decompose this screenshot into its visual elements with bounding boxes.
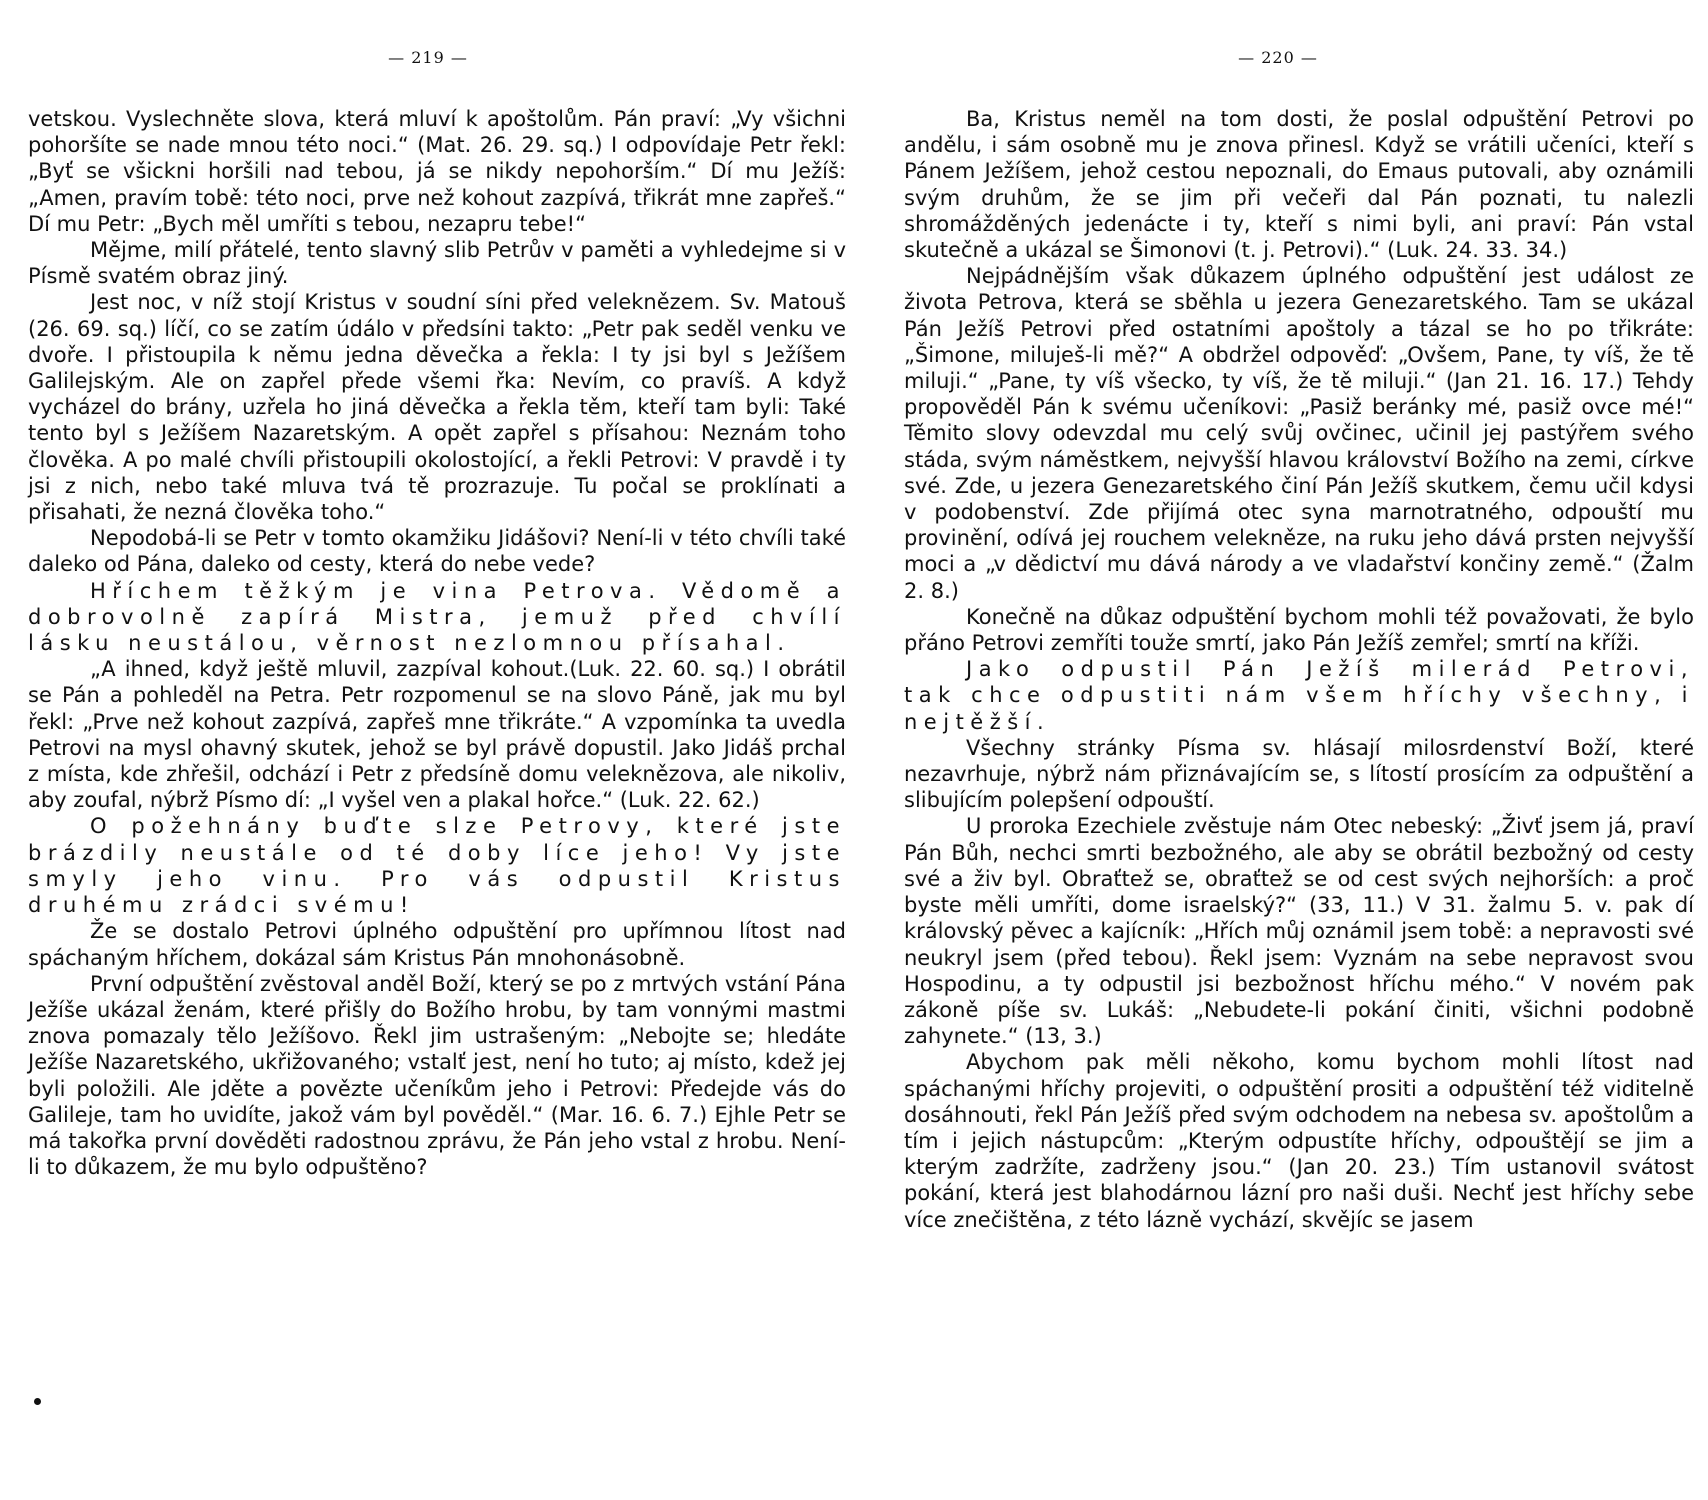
paragraph: Hříchem těžkým je vina Petrova. Vědomě a dobrovolně zapírá Mistra, jemuž před chvílí lásku neustálou, věrnost nezlomnou přísahal. (28, 578, 846, 656)
bullet-mark (34, 1398, 41, 1405)
page-text (904, 106, 1694, 1233)
paragraph: Abychom pak měli někoho, komu bychom mohli lítost nad spáchanými hříchy projeviti, o odpuštění prositi a odpuštění též viditelně dosáhnouti, řekl Pán Ježíš před svým odchodem na nebesa sv. apoštolům a tím i jejich nástupcům: „Kterým odpustíte hříchy, odpouštějí se jim a kterým zadržíte, zadrženy jsou.“ (Jan 20. 23.) Tím ustanovil svátost pokání, která jest blahodárnou lázní pro naši duši. Nechť jest hříchy sebe více znečištěna, z této lázně vychází, skvějíc se jasem (904, 1050, 1694, 1232)
paragraph: Že se dostalo Petrovi úplného odpuštění pro upřímnou lítost nad spáchaným hříchem, dokázal sám Kristus Pán mnohonásobně. (28, 919, 846, 970)
paragraph: Nejpádnějším však důkazem úplného odpuštění jest událost ze života Petrova, která se sběhla u jezera Genezaretského. Tam se ukázal Pán Ježíš Petrovi před ostatními apoštoly a tázal se ho po třikráte: „Šimone, miluješ-li mě?“ A obdržel odpověď: „Ovšem, Pane, ty víš, že tě miluji.“ „Pane, ty víš všecko, ty víš, že tě miluji.“ (Jan 21. 16. 17.) Tehdy propověděl Pán k svému učeníkovi: „Pasiž beránky mé, pasiž ovce mé!“ Těmito slovy odevzdal mu celý svůj ovčinec, učinil jej pastýřem svého stáda, svým náměstkem, nejvyšší hlavou království Božího na zemi, církve své. Zde, u jezera Genezaretského činí Pán Ježíš skutkem, čemu učil kdysi v podobenství. Zde přijímá otec syna marnotratného, odpouští mu provinění, odívá jej rouchem velekněze, na ruku jeho dává prsten nejvyšší moci a „v dědictví mu dává národy a ve vladařství končiny země.“ (Žalm 2. 8.) (904, 264, 1694, 603)
paragraph: „A ihned, když ještě mluvil, zazpíval kohout.(Luk. 22. 60. sq.) I obrátil se Pán a pohleděl na Petra. Petr rozpomenul se na slovo Páně, jak mu byl řekl: „Prve než kohout zazpívá, zapřeš mne třikráte.“ A vzpomínka ta uvedla Petrovi na mysl ohavný skutek, jehož se byl právě dopustil. Jako Jidáš prchal z místa, kde zhřešil, odchází i Petr z předsíně domu veleknězova, ale nikoliv, aby zoufal, nýbrž Písmo dí: „I vyšel ven a plakal hořce.“ (Luk. 22. 62.) (28, 657, 846, 813)
page-number: — 220 — (1238, 48, 1318, 67)
paragraph: Nepodobá-li se Petr v tomto okamžiku Jidášovi? Není-li v této chvíli také daleko od Pána, daleko od cesty, která do nebe vede? (28, 526, 846, 577)
paragraph: Mějme, milí přátelé, tento slavný slib Petrův v paměti a vyhledejme si v Písmě svatém obraz jiný. (28, 238, 846, 289)
paragraph: Ba, Kristus neměl na tom dosti, že poslal odpuštění Petrovi po andělu, i sám osobně mu je znova přinesl. Když se vrátili učeníci, kteří s Pánem Ježíšem, jehož cestou nepoznali, do Emaus putovali, aby oznámili svým druhům, že se jim při večeři dal Pán poznati, tu nalezli shromážděných jedenácte i ty, kteří s nimi byli, ani praví: Pán vstal skutečně a ukázal se Šimonovi (t. j. Petrovi).“ (Luk. 24. 33. 34.) (904, 107, 1694, 263)
paragraph: Jest noc, v níž stojí Kristus v soudní síni před veleknězem. Sv. Matouš (26. 69. sq.) líčí, co se zatím údálo v předsíni takto: „Petr pak seděl venku ve dvoře. I přistoupila k němu jedna děvečka a řekla: I ty jsi byl s Ježíšem Galilejským. Ale on zapřel přede všemi řka: Nevím, co pravíš. A když vycházel do brány, uzřela ho jiná děvečka a řekla těm, kteří tam byli: Také tento byl s Ježíšem Nazaretským. A opět zapřel s přísahou: Neznám toho člověka. A po malé chvíli přistoupili okolostojící, a řekli Petrovi: V pravdě i ty jsi z nich, nebo také mluva tvá tě prozrazuje. Tu počal se proklínati a přisahati, že nezná člověka toho.“ (28, 290, 846, 525)
paragraph: Jako odpustil Pán Ježíš milerád Petrovi, tak chce odpustiti nám všem hříchy všechny, i nejtěžší. (904, 657, 1694, 734)
paragraph: U proroka Ezechiele zvěstuje nám Otec nebeský: „Živť jsem já, praví Pán Bůh, nechci smrti bezbožného, ale aby se obrátil bezbožný od cesty své a živ byl. Obraťtež se, obraťtež se od cest svých nejhorších: a proč byste měli umříti, dome israelský?“ (33, 11.) V 31. žalmu 5. v. pak dí královský pěvec a kajícník: „Hřích můj oznámil jsem tobě: a nepravosti své neukryl jsem (před tebou). Řekl jsem: Vyznám na sebe nepravost svou Hospodinu, a ty odpustil jsi bezbožnost hříchu mého.“ V novém pak zákoně píše sv. Lukáš: „Nebudete-li pokání činiti, všichni podobně zahynete.“ (13, 3.) (904, 814, 1694, 1049)
paragraph: vetskou. Vyslechněte slova, která mluví k apoštolům. Pán praví: „Vy všichni pohoršíte se nade mnou této noci.“ (Mat. 26. 29. sq.) I odpovídaje Petr řekl: „Byť se všickni horšili nad tebou, já se nikdy nepohorším.“ Dí mu Ježíš: „Amen, pravím tobě: této noci, prve než kohout zazpívá, třikrát mne zapřeš.“ Dí mu Petr: „Bych měl umříti s tebou, nezapru tebe!“ (28, 107, 846, 236)
paragraph: První odpuštění zvěstoval anděl Boží, který se po z mrtvých vstání Pána Ježíše ukázal ženám, které přišly do Božího hrobu, by tam vonnými mastmi znova pomazaly tělo Ježíšovo. Řekl jim ustrašeným: „Nebojte se; hledáte Ježíše Nazaretského, ukřižovaného; vstalť jest, není ho tuto; aj místo, kdež jej byli položili. Ale jděte a povězte učeníkům jeho i Petrovi: Předejde vás do Galileje, tam ho uvidíte, jakož vám byl pověděl.“ (Mar. 16. 6. 7.) Ejhle Petr se má takořka první dověděti radostnou zprávu, že Pán jeho vstal z hrobu. Není-li to důkazem, že mu bylo odpuštěno? (28, 971, 846, 1180)
paragraph: O požehnány buďte slze Petrovy, které jste brázdily neustále od té doby líce jeho! Vy jste smyly jeho vinu. Pro vás odpustil Kristus druhému zrádci svému! (28, 814, 846, 918)
paragraph: Konečně na důkaz odpuštění bychom mohli též považovati, že bylo přáno Petrovi zemříti touže smrtí, jako Pán Ježíš zemřel; smrtí na kříži. (904, 604, 1694, 656)
page-number: — 219 — (388, 48, 468, 67)
paragraph: Všechny stránky Písma sv. hlásají milosrdenství Boží, které nezavrhuje, nýbrž nám přiznávajícím se, s lítostí prosícím za odpuštění a slibujícím polepšení odpouští. (904, 735, 1694, 813)
page-text (28, 106, 846, 1180)
